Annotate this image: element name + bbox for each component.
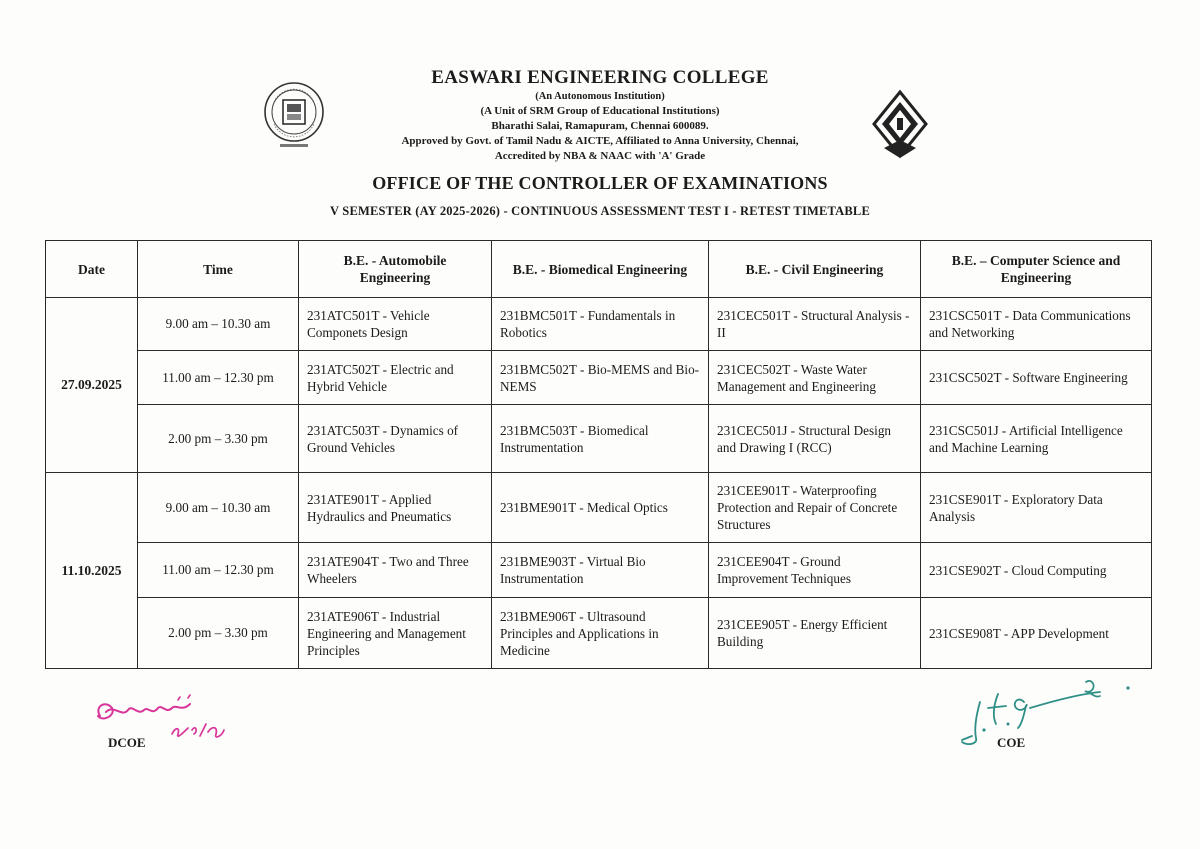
course-title: Data Communications and Networking xyxy=(929,308,1131,340)
course-code: 231CEE905T xyxy=(717,617,790,632)
course-title: Bio-MEMS and Bio-NEMS xyxy=(500,361,700,394)
header-time: Time xyxy=(138,241,299,298)
date-cell: 27.09.2025 xyxy=(46,298,138,473)
course-cell-biomedical: 231BMC502T - Bio-MEMS and Bio-NEMS xyxy=(492,351,709,405)
course-cell-cse: 231CSE902T - Cloud Computing xyxy=(921,543,1152,598)
header-automobile: B.E. - Automobile Engineering xyxy=(299,241,492,298)
course-cell-civil: 231CEC501T - Structural Analysis - II xyxy=(709,298,921,351)
time-cell: 11.00 am – 12.30 pm xyxy=(138,351,299,405)
course-title: Energy Efficient Building xyxy=(717,617,888,649)
srm-group-logo xyxy=(868,88,932,160)
table-row xyxy=(46,298,1152,351)
header-cse: B.E. – Computer Science and Engineering xyxy=(921,241,1152,298)
course-cell-cse: 231CSC501T - Data Communications and Networking xyxy=(921,298,1152,351)
course-code: 231ATE904T xyxy=(307,554,379,569)
course-title: Industrial Engineering and Management Principles xyxy=(307,608,466,658)
course-title: Waste Water Management and Engineering xyxy=(717,361,876,394)
course-code: 231CSC502T xyxy=(929,370,1002,385)
course-cell-automobile: 231ATE901T - Applied Hydraulics and Pneumatics xyxy=(299,473,492,543)
autonomous-line: (An Autonomous Institution) xyxy=(535,91,665,102)
table-row xyxy=(46,351,1152,405)
course-code: 231ATC503T xyxy=(307,422,380,438)
header-date: Date xyxy=(46,241,138,298)
course-title: Electric and Hybrid Vehicle xyxy=(307,361,454,394)
table-row xyxy=(46,405,1152,473)
coe-signature xyxy=(958,672,1138,752)
course-cell-civil: 231CEE901T - Waterproofing Protection and Repair of Concrete Structures xyxy=(709,473,921,543)
course-code: 231CEC501T xyxy=(717,308,791,323)
course-code: 231ATE906T xyxy=(307,608,379,624)
office-title: OFFICE OF THE CONTROLLER OF EXAMINATIONS xyxy=(372,173,828,193)
course-title: Two and Three Wheelers xyxy=(307,554,469,586)
accreditation-line: Accredited by NBA & NAAC with 'A' Grade xyxy=(494,150,706,162)
date-cell: 11.10.2025 xyxy=(46,473,138,669)
course-cell-civil: 231CEE905T - Energy Efficient Building xyxy=(709,598,921,669)
course-title: Fundamentals in Robotics xyxy=(500,308,676,340)
course-cell-cse: 231CSC501J - Artificial Intelligence and Machine Learning xyxy=(921,405,1152,473)
course-code: 231BMC502T xyxy=(500,361,577,377)
course-code: 231CSC501J xyxy=(929,422,999,438)
table-row xyxy=(46,473,1152,543)
course-cell-automobile: 231ATC503T - Dynamics of Ground Vehicles xyxy=(299,405,492,473)
header-biomedical: B.E. - Biomedical Engineering xyxy=(492,241,709,298)
course-cell-biomedical: 231BMC501T - Fundamentals in Robotics xyxy=(492,298,709,351)
timetable xyxy=(45,240,1152,669)
college-name: EASWARI ENGINEERING COLLEGE xyxy=(431,67,769,88)
course-cell-civil: 231CEC502T - Waste Water Management and Engineering xyxy=(709,351,921,405)
course-code: 231ATC501T xyxy=(307,308,380,323)
course-code: 231BME906T xyxy=(500,608,576,624)
course-cell-cse: 231CSE908T - APP Development xyxy=(921,598,1152,669)
time-cell: 2.00 pm – 3.30 pm xyxy=(138,598,299,669)
course-title: Medical Optics xyxy=(586,500,668,515)
time-cell: 11.00 am – 12.30 pm xyxy=(138,543,299,598)
time-cell: 2.00 pm – 3.30 pm xyxy=(138,405,299,473)
course-cell-automobile: 231ATE906T - Industrial Engineering and Management Principles xyxy=(299,598,492,669)
course-title: Biomedical Instrumentation xyxy=(500,422,649,455)
course-title: Virtual Bio Instrumentation xyxy=(500,554,646,586)
course-code: 231ATE901T xyxy=(307,491,379,507)
dcoe-label: DCOE xyxy=(108,735,146,750)
course-cell-biomedical: 231BME906T - Ultrasound Principles and Applications in Medicine xyxy=(492,598,709,669)
course-title: Software Engineering xyxy=(1012,370,1128,385)
course-cell-biomedical: 231BME901T - Medical Optics xyxy=(492,473,709,543)
course-title: Structural Analysis - II xyxy=(717,308,910,340)
unit-line: (A Unit of SRM Group of Educational Institutions) xyxy=(480,105,720,117)
course-cell-cse: 231CSE901T - Exploratory Data Analysis xyxy=(921,473,1152,543)
course-title: Artificial Intelligence and Machine Learning xyxy=(929,422,1123,455)
approval-line: Approved by Govt. of Tamil Nadu & AICTE, Affiliated to Anna University, Chennai, xyxy=(401,135,799,147)
course-code: 231BME903T xyxy=(500,554,576,569)
header-civil: B.E. - Civil Engineering xyxy=(709,241,921,298)
course-title: Ultrasound Principles and Applications in Medicine xyxy=(500,608,659,658)
course-cell-biomedical: 231BMC503T - Biomedical Instrumentation xyxy=(492,405,709,473)
course-title: Ground Improvement Techniques xyxy=(717,554,851,586)
course-title: APP Development xyxy=(1010,625,1109,641)
course-code: 231CEC501J xyxy=(717,422,788,438)
course-code: 231CEE904T xyxy=(717,554,790,569)
time-cell: 9.00 am – 10.30 am xyxy=(138,298,299,351)
course-code: 231CEE901T xyxy=(717,483,790,498)
course-title: Exploratory Data Analysis xyxy=(929,491,1103,524)
course-code: 231BMC501T xyxy=(500,308,577,323)
course-code: 231CSE901T xyxy=(929,491,1001,507)
coe-label: COE xyxy=(997,735,1026,750)
course-cell-biomedical: 231BME903T - Virtual Bio Instrumentation xyxy=(492,543,709,598)
course-code: 231BMC503T xyxy=(500,422,577,438)
course-cell-civil: 231CEE904T - Ground Improvement Techniques xyxy=(709,543,921,598)
college-header xyxy=(300,66,900,164)
course-cell-automobile: 231ATC502T - Electric and Hybrid Vehicle xyxy=(299,351,492,405)
course-code: 231CSE902T xyxy=(929,562,1001,578)
course-code: 231ATC502T xyxy=(307,361,380,377)
course-code: 231BME901T xyxy=(500,500,576,515)
timetable-subtitle: V SEMESTER (AY 2025-2026) - CONTINUOUS ASSESSMENT TEST I - RETEST TIMETABLE xyxy=(329,204,871,218)
course-title: Cloud Computing xyxy=(1011,562,1107,578)
course-cell-civil: 231CEC501J - Structural Design and Drawing I (RCC) xyxy=(709,405,921,473)
course-cell-automobile: 231ATE904T - Two and Three Wheelers xyxy=(299,543,492,598)
course-title: Structural Design and Drawing I (RCC) xyxy=(717,422,892,455)
course-code: 231CEC502T xyxy=(717,361,791,377)
course-cell-cse: 231CSC502T - Software Engineering xyxy=(921,351,1152,405)
course-title: Dynamics of Ground Vehicles xyxy=(307,422,459,455)
course-cell-automobile: 231ATC501T - Vehicle Componets Design xyxy=(299,298,492,351)
course-title: Vehicle Componets Design xyxy=(307,308,430,340)
table-header-row xyxy=(46,241,1152,298)
table-row xyxy=(46,543,1152,598)
address-line: Bharathi Salai, Ramapuram, Chennai 600089. xyxy=(491,120,709,132)
course-title: Waterproofing Protection and Repair of Concrete Structures xyxy=(717,483,898,532)
time-cell: 9.00 am – 10.30 am xyxy=(138,473,299,543)
course-code: 231CSC501T xyxy=(929,308,1002,323)
course-title: Applied Hydraulics and Pneumatics xyxy=(307,491,452,524)
course-code: 231CSE908T xyxy=(929,625,1001,641)
table-row xyxy=(46,598,1152,669)
